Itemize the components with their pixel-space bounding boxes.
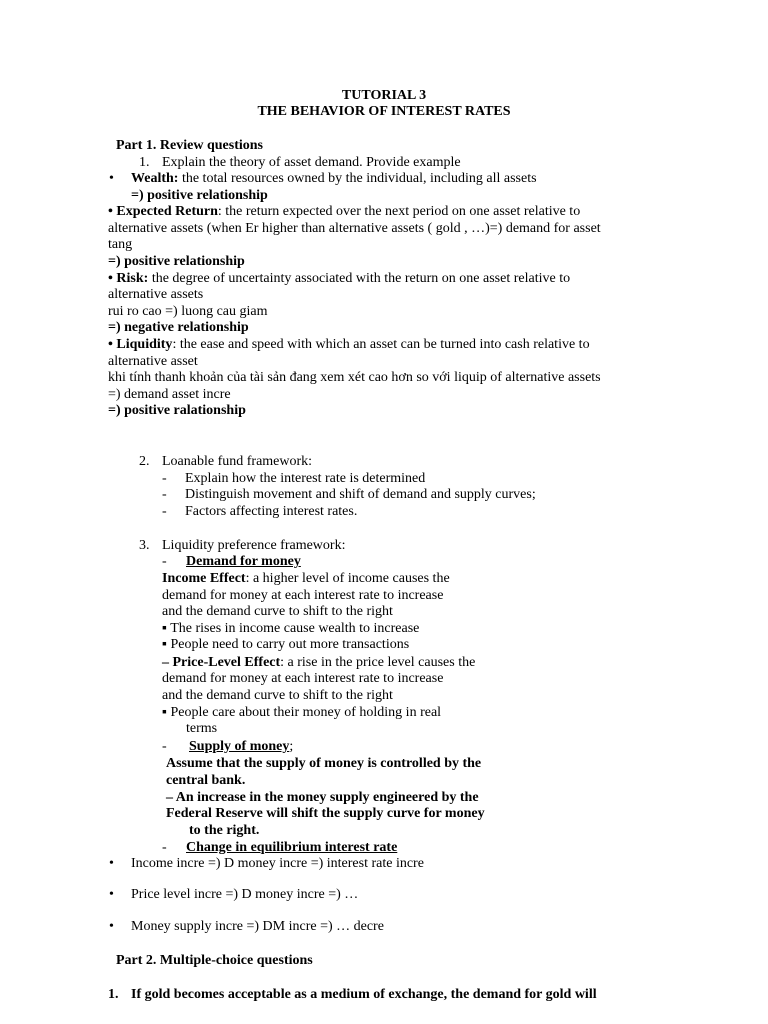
expected-return-result: =) positive relationship: [108, 254, 245, 269]
q2-item-3: Factors affecting interest rates.: [185, 504, 358, 519]
wealth-label: Wealth:: [131, 171, 179, 186]
change-dash: -: [162, 840, 167, 855]
risk-text-3: rui ro cao =) luong cau giam: [108, 304, 268, 319]
q2-text: Loanable fund framework:: [162, 454, 313, 469]
demand-heading: Demand for money: [186, 554, 301, 569]
supply-heading: Supply of money: [189, 739, 290, 754]
expected-return-text-1: : the return expected over the next period on one asset relative to: [217, 204, 581, 219]
wealth-line: [131, 171, 537, 188]
liquidity-label: • Liquidity: [108, 337, 173, 352]
price-effect-text-3: and the demand curve to shift to the right: [162, 688, 393, 703]
income-effect-text-5: ▪ People need to carry out more transactions: [162, 637, 410, 652]
bullet-item-1: Income incre =) D money incre =) interest rate incre: [131, 856, 424, 871]
supply-suffix: ;: [289, 739, 294, 754]
q2-dash-1: -: [162, 471, 167, 486]
supply-text-3: – An increase in the money supply engineered by the: [166, 790, 479, 805]
part1-heading: Part 1. Review questions: [116, 138, 263, 153]
price-effect-text-5: terms: [186, 721, 218, 736]
price-effect-label: – Price-Level Effect: [162, 655, 281, 670]
expected-return-label: • Expected Return: [108, 204, 218, 219]
q2-number: 2.: [139, 454, 150, 469]
q3-text: Liquidity preference framework:: [162, 538, 346, 553]
risk-text-2: alternative assets: [108, 287, 204, 302]
risk-text-1: the degree of uncertainty associated with the return on one asset relative to: [148, 271, 571, 286]
supply-text-2: central bank.: [166, 773, 246, 788]
part2-heading: Part 2. Multiple-choice questions: [116, 953, 313, 968]
q2-dash-2: -: [162, 487, 167, 502]
demand-dash: -: [162, 554, 167, 569]
document-subtitle: THE BEHAVIOR OF INTEREST RATES: [257, 104, 511, 119]
income-effect-text-4: ▪ The rises in income cause wealth to increase: [162, 621, 420, 636]
risk-result: =) negative relationship: [108, 320, 249, 335]
bullet-dot-1: •: [109, 856, 114, 871]
wealth-result: =) positive relationship: [131, 188, 268, 203]
supply-text-4: Federal Reserve will shift the supply curve for money: [166, 806, 485, 821]
q2-item-1: Explain how the interest rate is determined: [185, 471, 426, 486]
expected-return-line: [108, 204, 580, 221]
liquidity-text-3: khi tính thanh khoản của tài sản đang xem xét cao hơn so với liquip of alternative assets: [108, 370, 601, 385]
income-effect-text-1: : a higher level of income causes the: [245, 571, 450, 586]
price-effect-text-1: : a rise in the price level causes the: [280, 655, 476, 670]
q1-number: 1.: [139, 155, 150, 170]
income-effect-line: [162, 571, 450, 588]
change-heading: Change in equilibrium interest rate: [186, 840, 398, 855]
expected-return-text-3: tang: [108, 237, 133, 252]
income-effect-text-2: demand for money at each interest rate to increase: [162, 588, 444, 603]
wealth-bullet: •: [109, 171, 114, 186]
liquidity-text-1: : the ease and speed with which an asset can be turned into cash relative to: [172, 337, 590, 352]
document-title: TUTORIAL 3: [341, 88, 427, 103]
q1-text: Explain the theory of asset demand. Provide example: [162, 155, 461, 170]
part2-q1-text: If gold becomes acceptable as a medium of exchange, the demand for gold will: [131, 987, 597, 1002]
bullet-dot-3: •: [109, 919, 114, 934]
liquidity-line: [108, 337, 590, 354]
liquidity-text-2: alternative asset: [108, 354, 198, 369]
bullet-dot-2: •: [109, 887, 114, 902]
supply-dash: -: [162, 739, 167, 754]
income-effect-text-3: and the demand curve to shift to the right: [162, 604, 393, 619]
supply-text-5: to the right.: [189, 823, 260, 838]
q2-dash-3: -: [162, 504, 167, 519]
price-effect-text-2: demand for money at each interest rate to increase: [162, 671, 444, 686]
liquidity-result: =) positive ralationship: [108, 403, 246, 418]
part2-q1-number: 1.: [108, 987, 119, 1002]
supply-text-1: Assume that the supply of money is controlled by the: [166, 756, 482, 771]
q3-number: 3.: [139, 538, 150, 553]
price-effect-text-4: ▪ People care about their money of holding in real: [162, 705, 442, 720]
price-effect-line: [162, 655, 475, 672]
risk-label: • Risk:: [108, 271, 149, 286]
liquidity-text-4: =) demand asset incre: [108, 387, 231, 402]
supply-heading-line: [189, 739, 293, 756]
q2-item-2: Distinguish movement and shift of demand and supply curves;: [185, 487, 536, 502]
income-effect-label: Income Effect: [162, 571, 246, 586]
bullet-item-2: Price level incre =) D money incre =) …: [131, 887, 359, 902]
bullet-item-3: Money supply incre =) DM incre =) … decre: [131, 919, 384, 934]
risk-line: [108, 271, 570, 288]
expected-return-text-2: alternative assets (when Er higher than alternative assets ( gold , …)=) demand for asset: [108, 221, 601, 236]
wealth-text: the total resources owned by the individual, including all assets: [178, 171, 537, 186]
